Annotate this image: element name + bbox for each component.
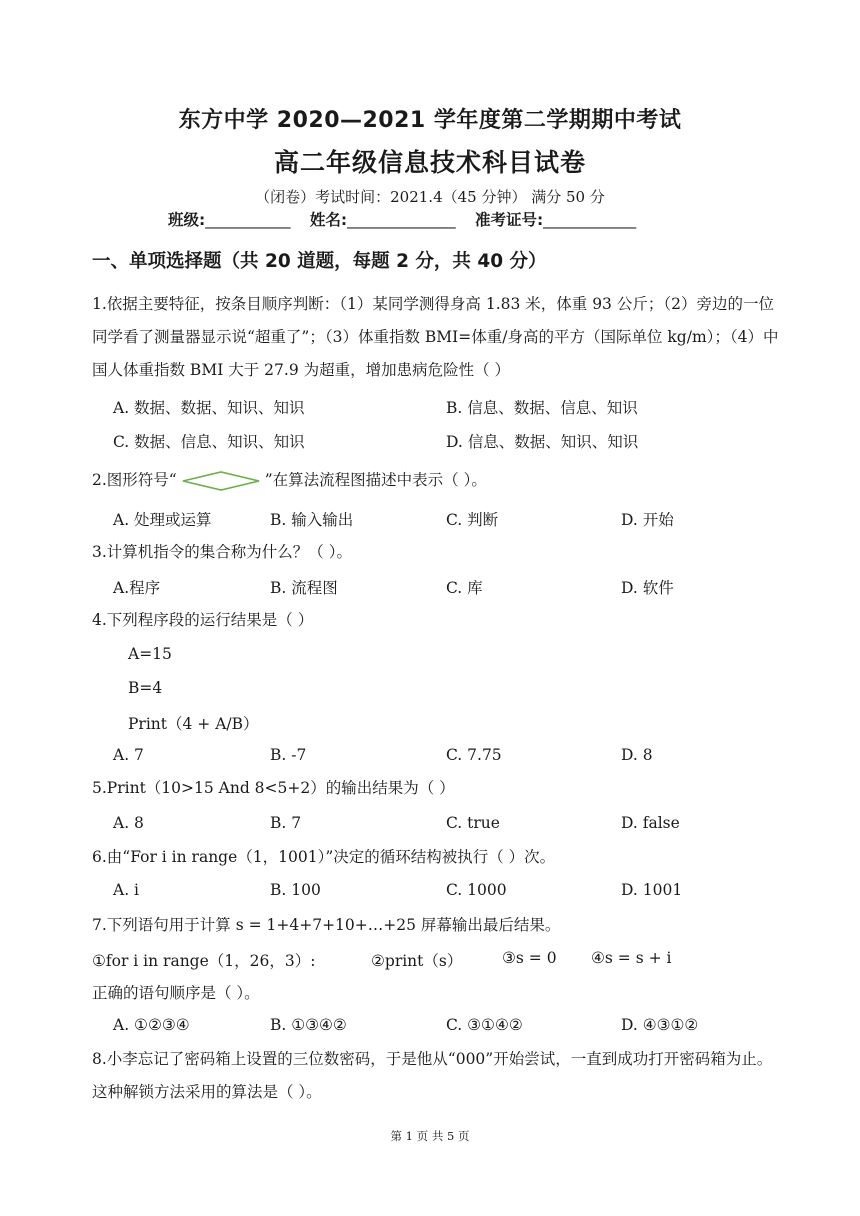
question-7: 7.下列语句用于计算 s = 1+4+7+10+…+25 屏幕输出最后结果。 — [92, 916, 561, 934]
option-a: A.程序 — [113, 579, 161, 597]
question-3: 3.计算机指令的集合称为什么？（ ）。 — [92, 543, 352, 561]
statement-3: ③s = 0 — [502, 949, 557, 967]
statement-1: ①for i in range（1，26，3）: — [92, 952, 316, 970]
option-b: B. 100 — [270, 881, 321, 899]
option-d: D. 1001 — [621, 881, 683, 899]
option-c: C. 库 — [446, 579, 483, 597]
option-b: B. 信息、数据、信息、知识 — [446, 399, 638, 417]
option-a: A. ①②③④ — [113, 1016, 190, 1034]
option-a: A. 8 — [113, 814, 144, 832]
option-d: D. 开始 — [621, 511, 674, 529]
option-c: C. 7.75 — [446, 746, 502, 764]
section-title: 一、单项选择题（共 20 道题，每题 2 分，共 40 分） — [92, 251, 547, 272]
diamond-decision-icon — [181, 470, 261, 492]
page-footer: 第 1 页 共 5 页 — [390, 1129, 470, 1143]
question-8: 8.小李忘记了密码箱上设置的三位数密码，于是他从“000”开始尝试，一直到成功打开密码箱为止。这种解锁方法采用的算法是（ ）。 — [92, 1050, 773, 1101]
option-d: D. ④③①② — [621, 1016, 699, 1034]
statement-2: ②print（s） — [371, 952, 463, 970]
option-d: D. 8 — [621, 746, 653, 764]
exam-subtitle: 高二年级信息技术科目试卷 — [273, 148, 586, 177]
name-blank: ______________ — [347, 211, 456, 229]
option-a: A. 7 — [113, 746, 144, 764]
name-label: 姓名: — [309, 211, 348, 229]
option-b: B. 7 — [270, 814, 302, 832]
option-c: C. 1000 — [446, 881, 507, 899]
exam-id-label: 准考证号: — [474, 211, 544, 229]
option-a: A. 处理或运算 — [113, 511, 212, 529]
exam-title: 东方中学 2020—2021 学年度第二学期期中考试 — [178, 108, 682, 133]
option-b: B. -7 — [270, 746, 307, 764]
option-d: D. false — [621, 814, 680, 832]
question-5: 5.Print（10>15 And 8<5+2）的输出结果为（ ） — [92, 779, 455, 797]
option-b: B. 流程图 — [270, 579, 338, 597]
question-1: 1.依据主要特征，按条目顺序判断：（1）某同学测得身高 1.83 米，体重 93 公斤；（2）旁边的一位同学看了测量器显示说“超重了”；（3）体重指数 BMI=体重/身高的平方（国际单位 kg/m）；（4）中国人体重指数 BMI 大于 27.9 为超重，增加患病危险性（ ） — [92, 295, 779, 379]
exam-id-blank: ____________ — [543, 211, 637, 229]
option-c: C. ③①④② — [446, 1016, 523, 1034]
option-d: D. 信息、数据、知识、知识 — [446, 433, 639, 451]
option-c: C. 判断 — [446, 511, 499, 529]
question-4: 4.下列程序段的运行结果是（ ） — [92, 611, 314, 629]
student-info-fields — [168, 208, 636, 230]
option-a: A. 数据、数据、知识、知识 — [113, 399, 305, 417]
option-c: C. true — [446, 814, 500, 832]
option-b: B. 输入输出 — [270, 511, 354, 529]
class-label: 班级: — [168, 211, 206, 229]
exam-info: （闭卷）考试时间：2021.4（45 分钟） 满分 50 分 — [255, 188, 605, 206]
option-a: A. i — [113, 881, 140, 899]
option-d: D. 软件 — [621, 579, 674, 597]
option-b: B. ①③④② — [270, 1016, 347, 1034]
code-line: B=4 — [128, 679, 163, 697]
question-7-prompt: 正确的语句顺序是（ ）。 — [92, 984, 260, 1002]
question-6: 6.由“For i in range（1，1001）”决定的循环结构被执行（ ）次。 — [92, 848, 556, 866]
code-line: A=15 — [128, 645, 172, 663]
option-c: C. 数据、信息、知识、知识 — [113, 433, 305, 451]
code-line: Print（4 + A/B） — [128, 715, 259, 733]
question-2 — [92, 464, 782, 497]
question-2-text-after: ”在算法流程图描述中表示（ ）。 — [264, 471, 487, 489]
question-2-text-before: 2.图形符号“ — [92, 471, 177, 489]
statement-4: ④s = s + i — [591, 949, 672, 967]
class-blank: ___________ — [205, 211, 291, 229]
